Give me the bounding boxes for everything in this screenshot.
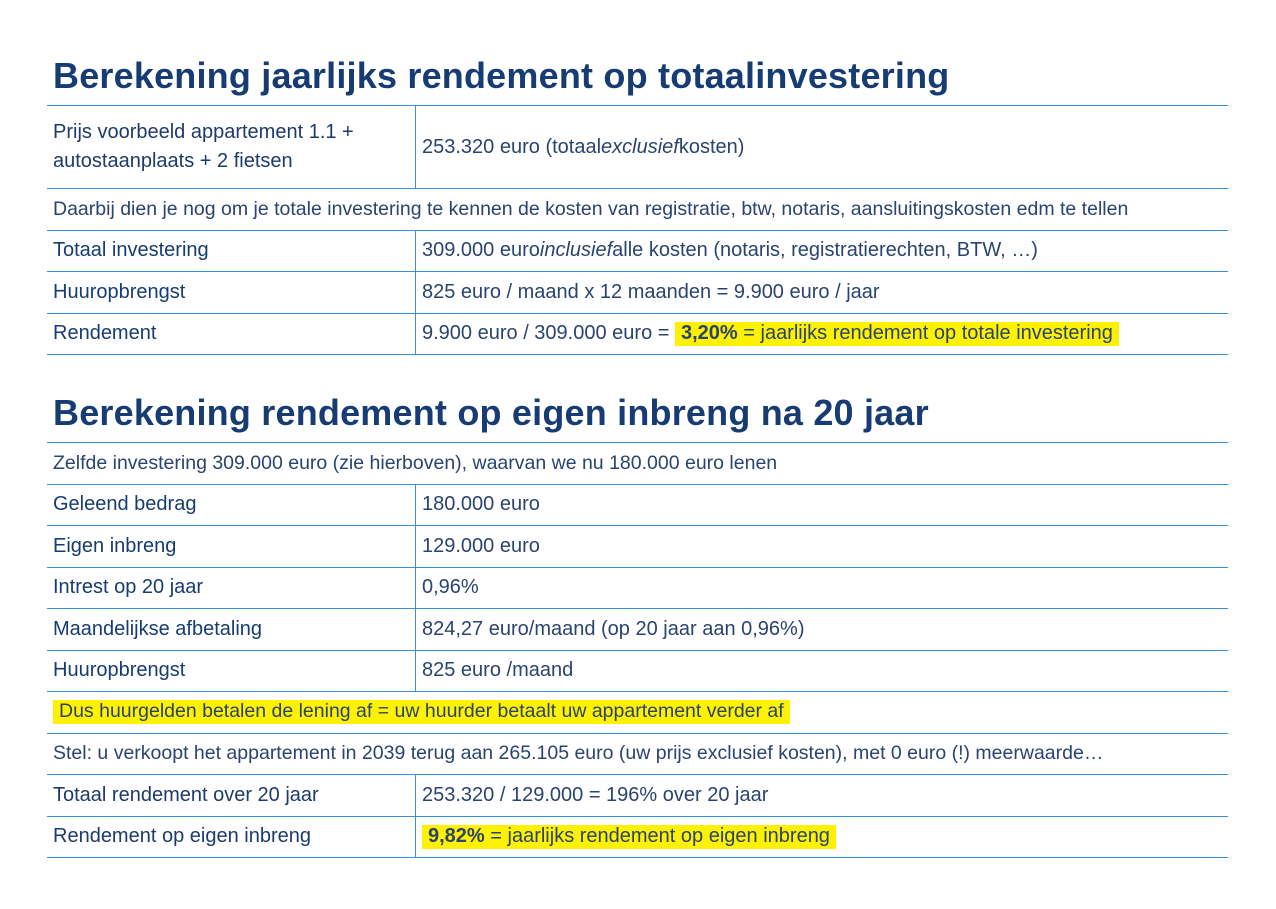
loan-label: Geleend bedrag xyxy=(47,485,416,526)
total-investment-label: Totaal investering xyxy=(47,231,416,272)
own-contribution-label: Eigen inbreng xyxy=(47,526,416,567)
rent-label-2: Huuropbrengst xyxy=(47,651,416,692)
table-row xyxy=(47,651,1228,693)
loan-value: 180.000 euro xyxy=(422,493,540,516)
table-row xyxy=(47,231,1228,273)
yield-highlight: 3,20% = jaarlijks rendement op totale investering xyxy=(675,322,1119,346)
rent-value: 825 euro / maand x 12 maanden = 9.900 euro / jaar xyxy=(422,280,880,303)
table-row xyxy=(47,485,1228,527)
table-row xyxy=(47,314,1228,356)
section1-title: Berekening jaarlijks rendement op totaalinvestering xyxy=(53,55,950,96)
table-row xyxy=(47,526,1228,568)
total-investment-value: 309.000 euro inclusief alle kosten (notaris, registratierechten, BTW, …) xyxy=(422,239,1038,262)
interest-value: 0,96% xyxy=(422,576,479,599)
table-row xyxy=(47,443,1228,485)
monthly-payment-label: Maandelijkse afbetaling xyxy=(47,609,416,650)
own-contribution-value: 129.000 euro xyxy=(422,534,540,557)
table-row xyxy=(47,609,1228,651)
total-return-label: Totaal rendement over 20 jaar xyxy=(47,775,416,816)
own-return-highlight: 9,82% = jaarlijks rendement op eigen inbreng xyxy=(422,825,836,849)
own-return-label: Rendement op eigen inbreng xyxy=(47,817,416,858)
section2-table xyxy=(47,442,1228,858)
investment-intro: Zelfde investering 309.000 euro (zie hierboven), waarvan we nu 180.000 euro lenen xyxy=(53,451,778,474)
table-row xyxy=(47,189,1228,231)
section1-table xyxy=(47,105,1228,355)
sale-note: Stel: u verkoopt het appartement in 2039 terug aan 265.105 euro (uw prijs exclusief kosten), met 0 euro (!) meerwaarde… xyxy=(53,742,1104,765)
table-row xyxy=(47,775,1228,817)
interest-label: Intrest op 20 jaar xyxy=(47,568,416,609)
table-row xyxy=(47,568,1228,610)
table-row xyxy=(47,692,1228,734)
investment-note: Daarbij dien je nog om je totale investering te kennen de kosten van registratie, btw, notaris, aansluitingskosten edm te tellen xyxy=(53,197,1129,220)
monthly-payment-value: 824,27 euro/maand (op 20 jaar aan 0,96%) xyxy=(422,617,805,640)
table-row xyxy=(47,272,1228,314)
rent-value-2: 825 euro /maand xyxy=(422,659,574,682)
yield-value: 9.900 euro / 309.000 euro = 3,20% = jaarlijks rendement op totale investering xyxy=(416,314,1228,355)
price-label: Prijs voorbeeld appartement 1.1 + autostaanplaats + 2 fietsen xyxy=(47,106,416,188)
highlight-note-cell xyxy=(47,692,1228,733)
table-row xyxy=(47,817,1228,859)
own-return-value xyxy=(416,817,1228,858)
rent-label: Huuropbrengst xyxy=(47,272,416,313)
highlight-note: Dus huurgelden betalen de lening af = uw huurder betaalt uw appartement verder af xyxy=(53,700,790,724)
table-row xyxy=(47,106,1228,189)
yield-label: Rendement xyxy=(47,314,416,355)
table-row xyxy=(47,734,1228,776)
total-return-value: 253.320 / 129.000 = 196% over 20 jaar xyxy=(422,783,769,806)
price-value: 253.320 euro (totaal exclusief kosten) xyxy=(422,135,745,158)
section2-title: Berekening rendement op eigen inbreng na 20 jaar xyxy=(53,392,929,433)
